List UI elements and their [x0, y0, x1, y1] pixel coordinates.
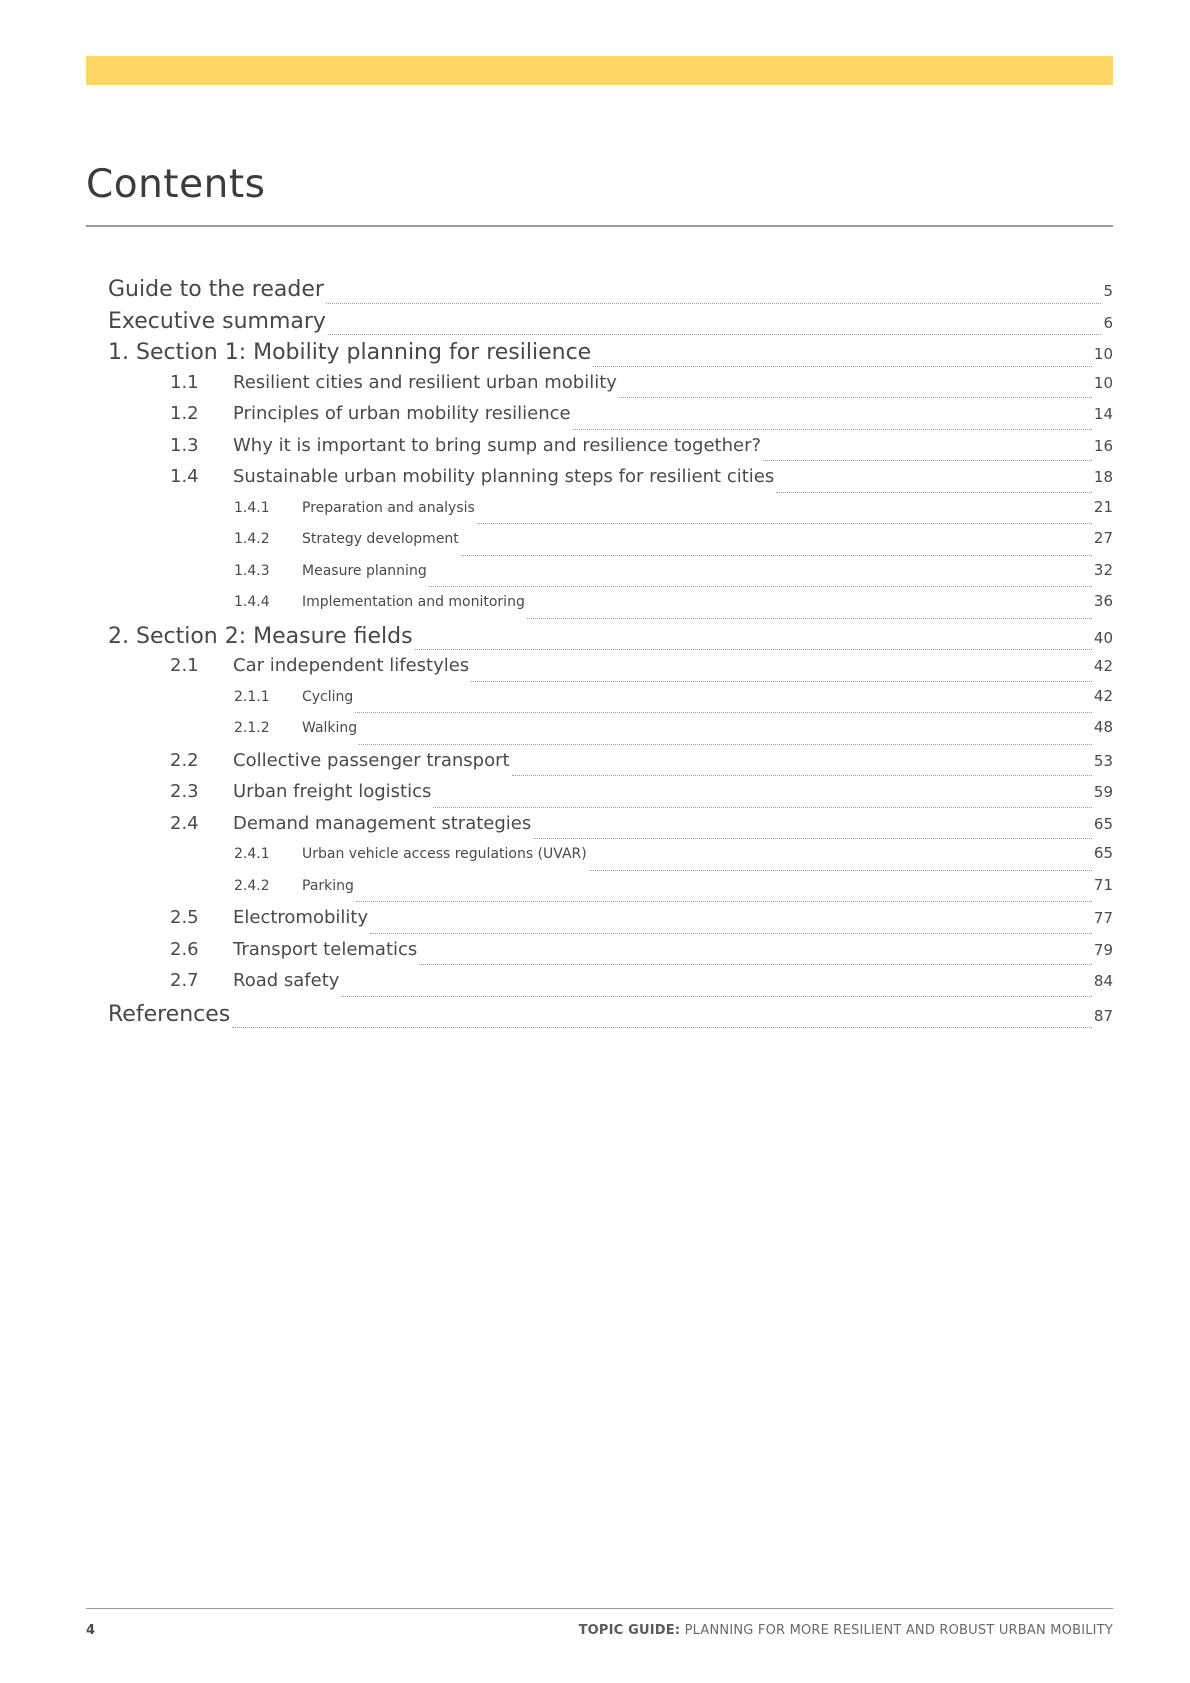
- toc-entry-number: 1.2: [170, 403, 199, 424]
- toc-entry[interactable]: [108, 687, 1113, 719]
- toc-entry-label: Parking: [302, 877, 354, 894]
- toc-leader-dots: [232, 1026, 1092, 1028]
- toc-leader-dots: [359, 743, 1092, 745]
- toc-entry-label: 1. Section 1: Mobility planning for resilience: [108, 340, 592, 365]
- toc-entry-page: 27: [1093, 529, 1113, 547]
- toc-entry[interactable]: [108, 718, 1113, 750]
- toc-entry-label: Demand management strategies: [233, 812, 532, 834]
- toc-entry-number: 2.2: [170, 749, 199, 771]
- toc-entry[interactable]: [108, 529, 1113, 561]
- toc-entry-page: 79: [1093, 940, 1113, 959]
- toc-entry-page: 36: [1093, 592, 1113, 610]
- toc-entry[interactable]: [108, 844, 1113, 876]
- toc-entry[interactable]: [108, 876, 1113, 908]
- toc-entry-page: 14: [1093, 405, 1113, 423]
- toc-entry-number: 2.6: [170, 938, 199, 960]
- page-title: Contents: [86, 162, 266, 207]
- toc-entry-page: 32: [1093, 560, 1113, 579]
- toc-entry-label: Preparation and analysis: [302, 499, 475, 516]
- toc-entry-number: 2.1: [170, 655, 199, 676]
- toc-leader-dots: [429, 585, 1092, 587]
- header-accent-bar: [86, 56, 1113, 85]
- toc-entry[interactable]: [108, 309, 1113, 341]
- toc-entry-label: Transport telematics: [233, 938, 418, 960]
- toc-entry-label: References: [108, 1001, 231, 1027]
- toc-leader-dots: [477, 522, 1092, 524]
- toc-entry-label: Resilient cities and resilient urban mobility: [233, 371, 617, 393]
- toc-entry-number: 1.3: [170, 434, 199, 456]
- toc-leader-dots: [415, 648, 1092, 650]
- toc-entry-number: 2.1.2: [234, 720, 270, 736]
- toc-entry-page: 65: [1093, 814, 1113, 833]
- toc-leader-dots: [589, 869, 1092, 871]
- toc-leader-dots: [527, 617, 1092, 619]
- page-number: 4: [86, 1623, 96, 1638]
- toc-entry-page: 21: [1093, 497, 1113, 516]
- toc-entry-label: Collective passenger transport: [233, 749, 510, 771]
- toc-leader-dots: [619, 396, 1092, 398]
- toc-entry-number: 2.7: [170, 970, 199, 991]
- toc-leader-dots: [326, 302, 1102, 304]
- toc-entry-label: Measure planning: [302, 562, 427, 579]
- table-of-contents: [108, 277, 1113, 1033]
- toc-entry-page: 40: [1093, 628, 1113, 647]
- toc-entry-label: 2. Section 2: Measure fields: [108, 623, 413, 649]
- toc-entry-label: Guide to the reader: [108, 277, 324, 302]
- toc-entry-page: 42: [1093, 657, 1113, 675]
- toc-entry[interactable]: [108, 813, 1113, 845]
- toc-entry-number: 1.4.4: [234, 594, 270, 610]
- toc-entry-label: Electromobility: [233, 907, 369, 928]
- toc-entry[interactable]: [108, 277, 1113, 309]
- toc-entry-label: Implementation and monitoring: [302, 594, 525, 610]
- toc-entry-page: 53: [1093, 751, 1113, 770]
- toc-leader-dots: [419, 963, 1092, 965]
- toc-leader-dots: [433, 806, 1092, 808]
- toc-entry-page: 48: [1093, 718, 1113, 736]
- toc-entry-page: 84: [1093, 972, 1113, 990]
- toc-entry-page: 87: [1093, 1006, 1113, 1025]
- toc-entry[interactable]: [108, 970, 1113, 1002]
- toc-entry[interactable]: [108, 624, 1113, 656]
- toc-leader-dots: [573, 428, 1092, 430]
- toc-entry-page: 71: [1093, 875, 1113, 894]
- toc-entry-number: 2.5: [170, 907, 199, 928]
- toc-entry-label: Urban freight logistics: [233, 781, 432, 802]
- toc-leader-dots: [776, 491, 1092, 493]
- footer-divider: [86, 1608, 1113, 1609]
- toc-entry-label: Car independent lifestyles: [233, 655, 470, 676]
- toc-entry-page: 77: [1093, 909, 1113, 927]
- toc-leader-dots: [341, 995, 1091, 997]
- toc-leader-dots: [593, 365, 1092, 367]
- toc-entry-page: 16: [1093, 436, 1113, 455]
- toc-entry-page: 10: [1093, 345, 1113, 363]
- toc-entry-number: 2.4: [170, 812, 199, 834]
- footer-title: [579, 1623, 1113, 1638]
- toc-entry-page: 59: [1093, 783, 1113, 801]
- toc-leader-dots: [356, 900, 1092, 902]
- toc-entry-label: Road safety: [233, 970, 340, 991]
- title-divider: [86, 225, 1113, 227]
- toc-entry[interactable]: [108, 1002, 1113, 1034]
- toc-entry[interactable]: [108, 498, 1113, 530]
- toc-leader-dots: [512, 774, 1092, 776]
- toc-entry-page: 65: [1093, 844, 1113, 862]
- toc-entry[interactable]: [108, 907, 1113, 939]
- toc-entry[interactable]: [108, 939, 1113, 971]
- toc-leader-dots: [763, 459, 1092, 461]
- toc-leader-dots: [355, 711, 1092, 713]
- toc-leader-dots: [533, 837, 1092, 839]
- toc-entry-page: 6: [1103, 313, 1113, 332]
- toc-entry[interactable]: [108, 372, 1113, 404]
- toc-entry[interactable]: [108, 466, 1113, 498]
- toc-entry-page: 18: [1093, 468, 1113, 486]
- toc-entry-label: Walking: [302, 720, 358, 736]
- toc-entry-number: 1.4.1: [234, 499, 270, 516]
- toc-entry-number: 1.4.3: [234, 562, 270, 579]
- toc-entry-label: Sustainable urban mobility planning steps for resilient cities: [233, 466, 775, 487]
- toc-entry-label: Principles of urban mobility resilience: [233, 403, 571, 424]
- toc-entry-label: Cycling: [302, 688, 354, 705]
- toc-entry-label: Strategy development: [302, 531, 459, 547]
- toc-entry[interactable]: [108, 561, 1113, 593]
- toc-entry[interactable]: [108, 592, 1113, 624]
- toc-entry-page: 42: [1093, 686, 1113, 705]
- toc-entry-number: 2.4.1: [234, 846, 270, 862]
- toc-leader-dots: [370, 932, 1092, 934]
- toc-entry-label: Urban vehicle access regulations (UVAR): [302, 846, 587, 862]
- toc-entry[interactable]: [108, 750, 1113, 782]
- toc-entry-page: 5: [1103, 282, 1113, 300]
- toc-entry-number: 2.4.2: [234, 877, 270, 894]
- toc-entry[interactable]: [108, 655, 1113, 687]
- toc-entry-label: Executive summary: [108, 308, 326, 334]
- toc-leader-dots: [461, 554, 1092, 556]
- toc-entry-label: Why it is important to bring sump and resilience together?: [233, 434, 762, 456]
- toc-entry[interactable]: [108, 403, 1113, 435]
- toc-entry-number: 2.1.1: [234, 688, 270, 705]
- toc-entry[interactable]: [108, 435, 1113, 467]
- footer-guide-title: PLANNING FOR MORE RESILIENT AND ROBUST URBAN MOBILITY: [684, 1623, 1113, 1638]
- toc-entry-number: 2.3: [170, 781, 199, 802]
- toc-entry-number: 1.4: [170, 466, 199, 487]
- toc-entry-number: 1.1: [170, 371, 199, 393]
- footer-guide-label: TOPIC GUIDE:: [578, 1623, 681, 1638]
- toc-entry[interactable]: [108, 340, 1113, 372]
- toc-entry-page: 10: [1093, 373, 1113, 392]
- toc-entry[interactable]: [108, 781, 1113, 813]
- toc-entry-number: 1.4.2: [234, 531, 270, 547]
- toc-leader-dots: [328, 333, 1102, 335]
- toc-leader-dots: [471, 680, 1092, 682]
